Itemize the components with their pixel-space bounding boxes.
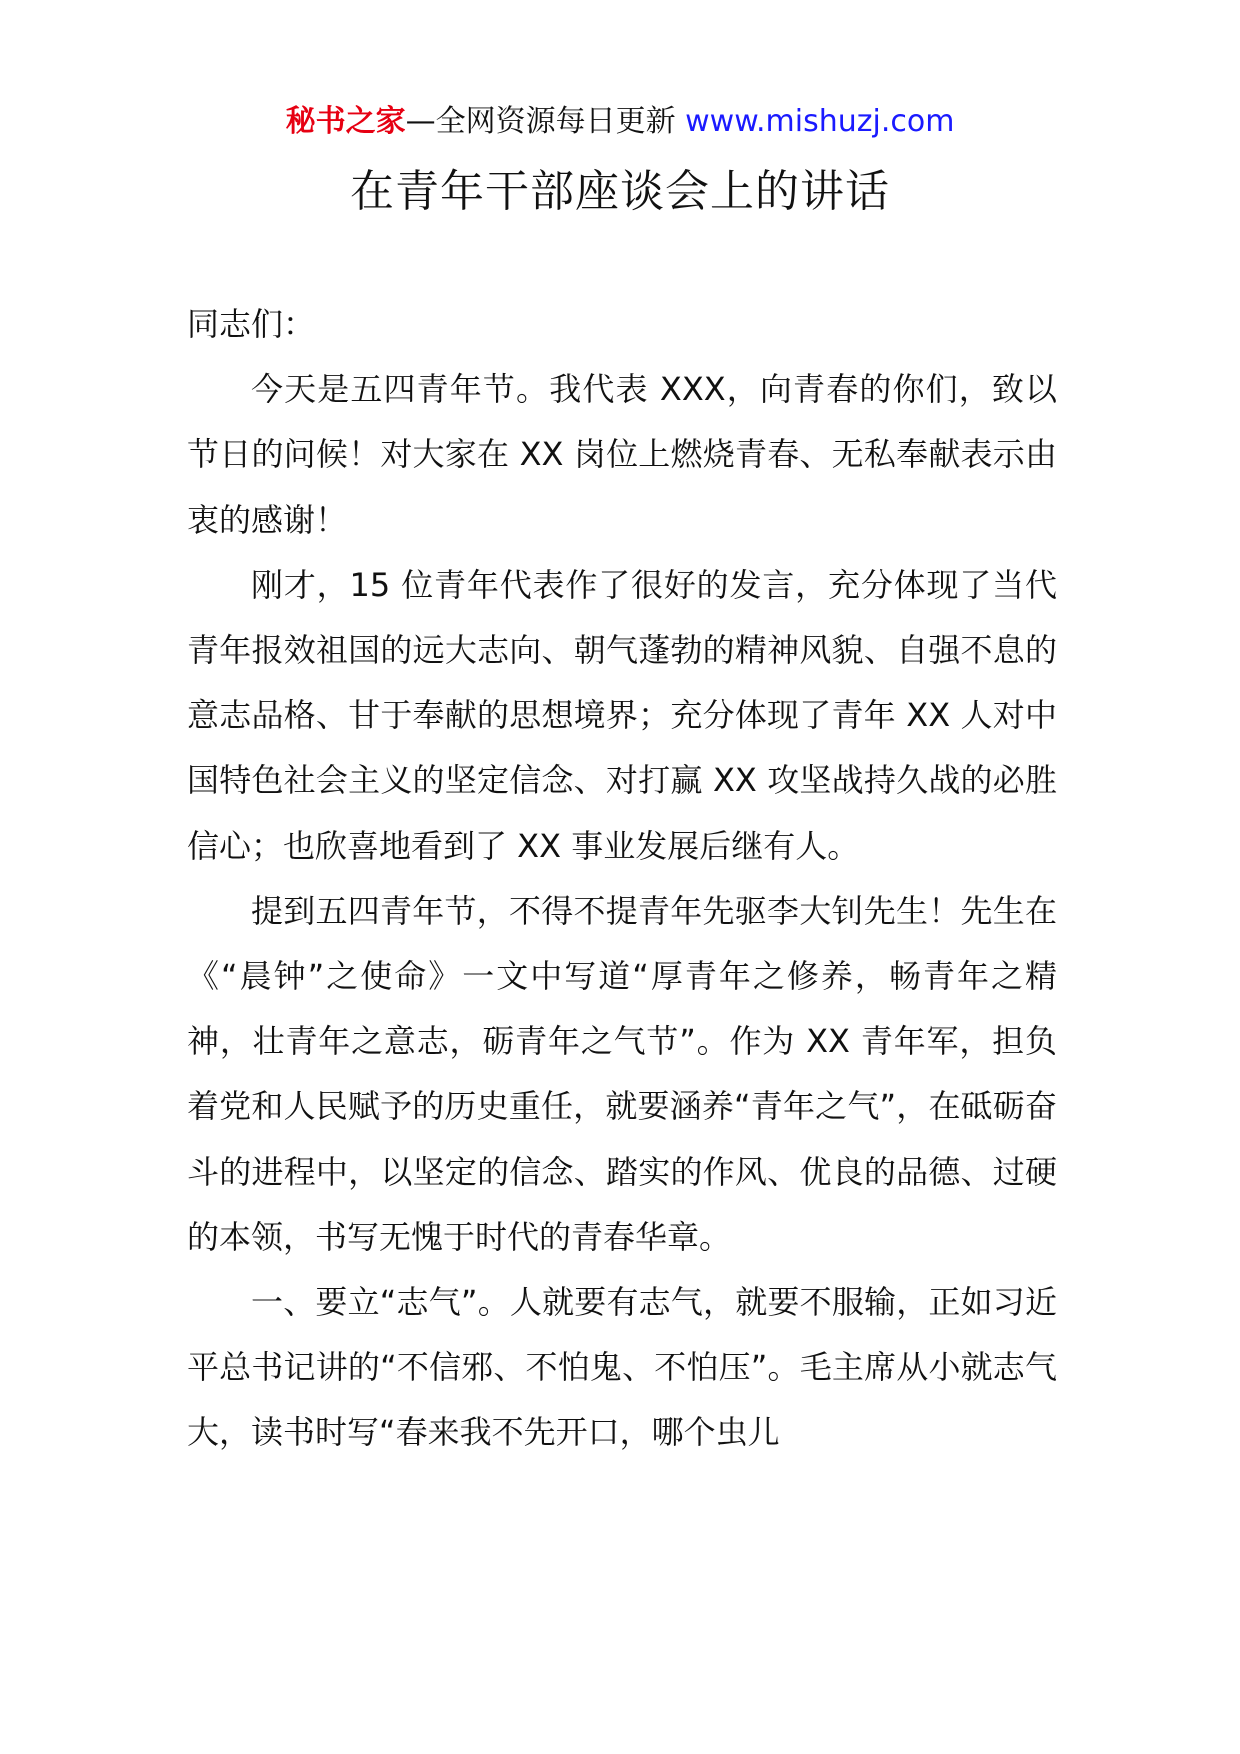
site-url[interactable]: www.mishuzj.com <box>685 104 955 139</box>
brand-name: 秘书之家 <box>285 104 406 139</box>
paragraph-2: 刚才，15 位青年代表作了很好的发言，充分体现了当代青年报效祖国的远大志向、朝气蓬勃的精神风貌、自强不息的意志品格、甘于奉献的思想境界；充分体现了青年 XX 人对中国特色社会主义的坚定信念、对打赢 XX 攻坚战持久战的必胜信心；也欣喜地看到了 XX 事业发展后继有人。 <box>187 565 1057 865</box>
salutation: 同志们： <box>187 305 316 343</box>
document-body <box>187 292 1057 1466</box>
watermark-header <box>0 100 1240 144</box>
paragraph-3: 提到五四青年节，不得不提青年先驱李大钊先生！先生在《“晨钟”之使命》一文中写道“厚青年之修养，畅青年之精神，壮青年之意志，砺青年之气节”。作为 XX 青年军，担负着党和人民赋予的历史重任，就要涵养“青年之气”，在砥砺奋斗的进程中，以坚定的信念、踏实的作风、优良的品德、过硬的本领，书写无愧于时代的青春华章。 <box>187 891 1057 1256</box>
header-tagline: —全网资源每日更新 <box>405 104 686 139</box>
paragraph-1: 今天是五四青年节。我代表 XXX，向青春的你们，致以节日的问候！对大家在 XX 岗位上燃烧青春、无私奉献表示由衷的感谢！ <box>187 370 1057 539</box>
document-title: 在青年干部座谈会上的讲话 <box>350 166 890 217</box>
paragraph-4: 一、要立“志气”。人就要有志气，就要不服输，正如习近平总书记讲的“不信邪、不怕鬼、不怕压”。毛主席从小就志气大，读书时写“春来我不先开口，哪个虫儿 <box>187 1283 1057 1452</box>
